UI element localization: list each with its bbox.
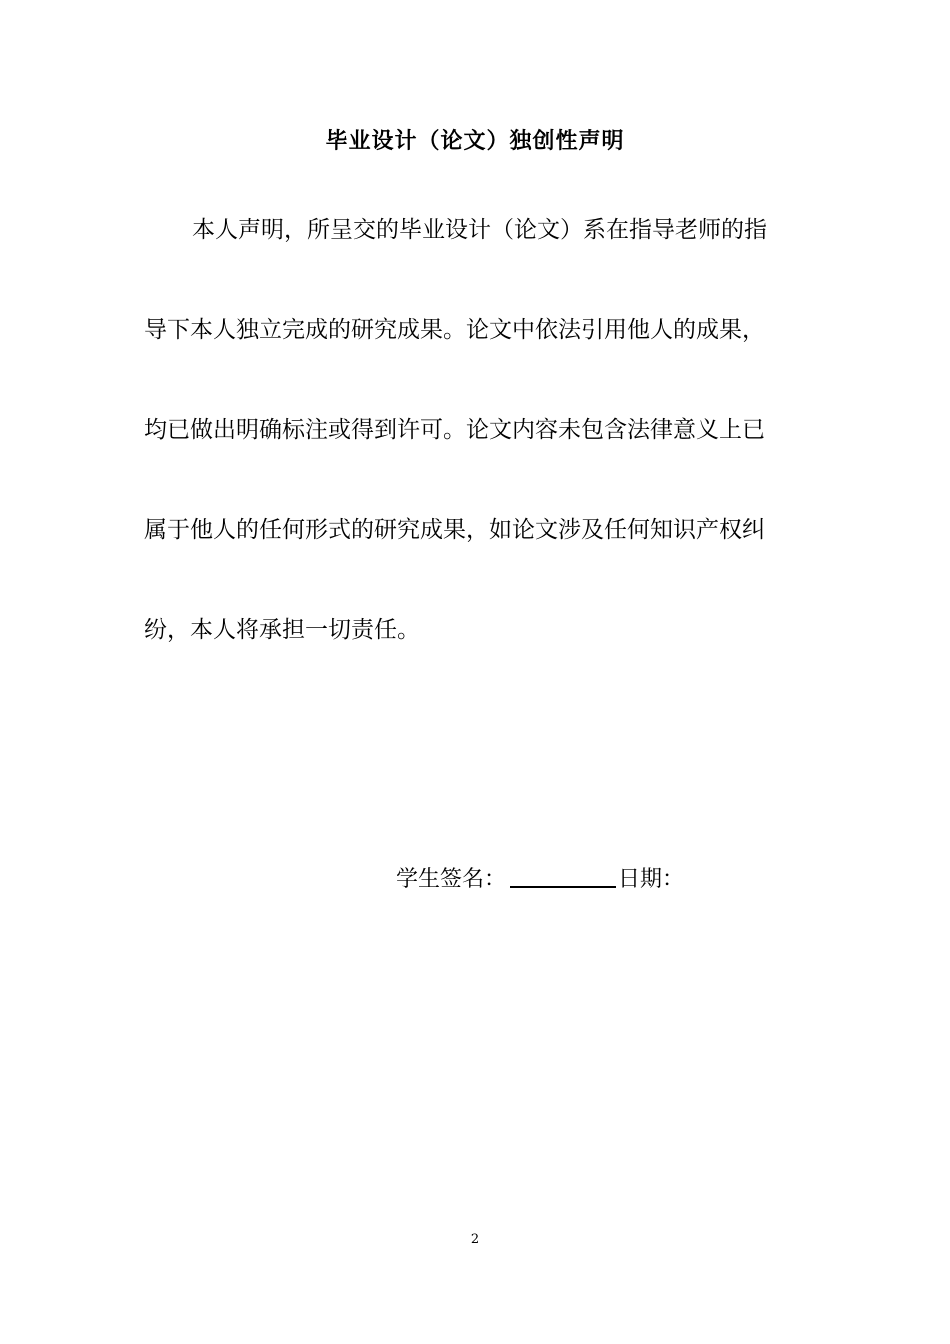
declaration-text-line-3: 均已做出明确标注或得到许可。论文内容未包含法律意义上已 <box>144 417 765 443</box>
page-number: 2 <box>470 1232 480 1247</box>
student-signature-label: 学生签名： <box>396 867 507 892</box>
declaration-text-line-5: 纷，本人将承担一切责任。 <box>144 617 420 643</box>
declaration-text-line-4: 属于他人的任何形式的研究成果，如论文涉及任何知识产权纠 <box>144 517 765 543</box>
declaration-text-line-2: 导下本人独立完成的研究成果。论文中依法引用他人的成果， <box>144 317 765 343</box>
declaration-title: 毕业设计（论文）独创性声明 <box>325 129 625 154</box>
signature-blank-line <box>510 860 616 888</box>
date-label: 日期： <box>618 867 685 892</box>
declaration-text-line-1: 本人声明，所呈交的毕业设计（论文）系在指导老师的指 <box>192 217 767 243</box>
signature-row <box>396 858 684 896</box>
